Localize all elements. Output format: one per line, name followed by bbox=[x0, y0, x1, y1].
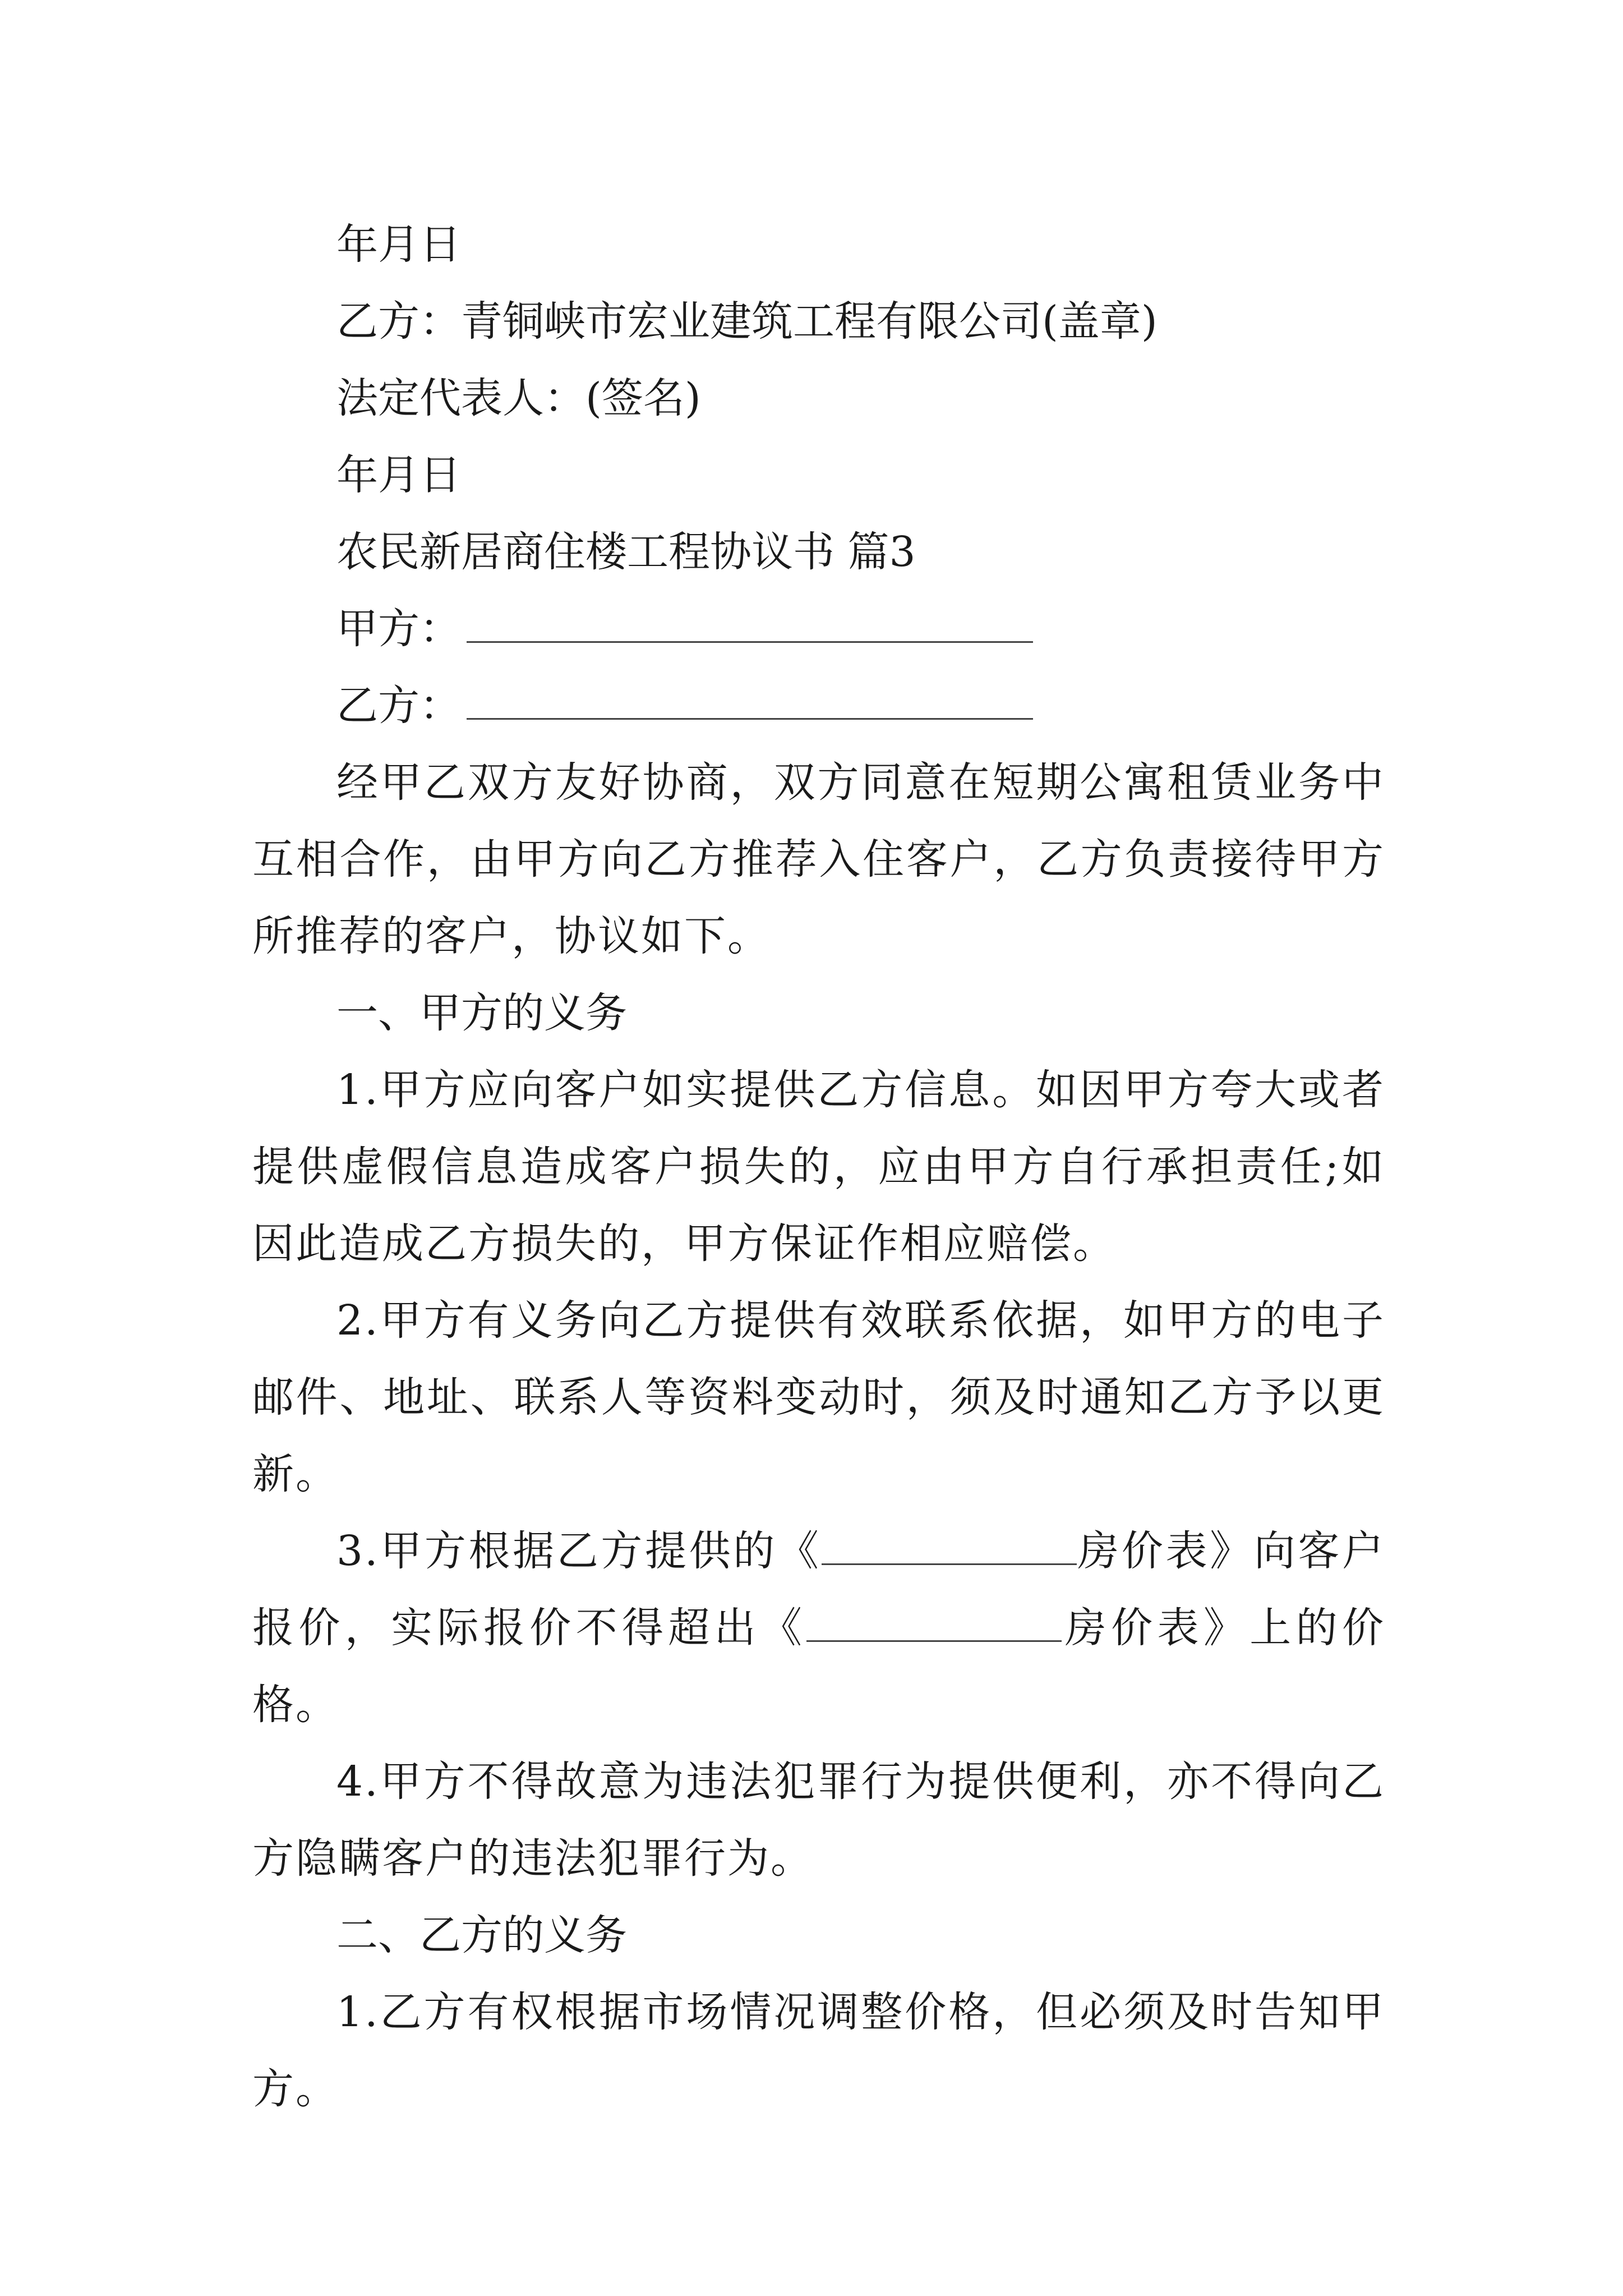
signature-date: 年月日 bbox=[336, 451, 461, 499]
clause-a3-text: 3.甲方根据乙方提供的《 bbox=[336, 1527, 822, 1575]
clause-a3 bbox=[252, 1513, 1385, 1743]
party-b-line bbox=[252, 668, 1385, 744]
legal-representative: 法定代表人：(签名) bbox=[336, 374, 701, 422]
party-b-signature: 乙方：青铜峡市宏业建筑工程有限公司(盖章) bbox=[336, 297, 1158, 346]
party-b-label: 乙方： bbox=[336, 682, 461, 730]
price-list-blank bbox=[806, 1600, 1062, 1642]
heading-party-a-duties: 一、甲方的义务 bbox=[336, 989, 627, 1037]
clause-a4: 4.甲方不得故意为违法犯罪行为提供便利，亦不得向乙方隐瞒客户的违法犯罪行为。 bbox=[252, 1757, 1385, 1883]
party-b-blank bbox=[467, 678, 1033, 720]
document-body bbox=[252, 206, 1385, 2128]
intro-paragraph: 经甲乙双方友好协商，双方同意在短期公寓租赁业务中互相合作，由甲方向乙方推荐入住客户，乙方负责接待甲方所推荐的客户，协议如下。 bbox=[252, 758, 1385, 960]
clause-a1: 1.甲方应向客户如实提供乙方信息。如因甲方夸大或者提供虚假信息造成客户损失的，应由甲方自行承担责任;如因此造成乙方损失的，甲方保证作相应赔偿。 bbox=[252, 1066, 1385, 1268]
clause-a3-text: 房价表》向客户报价，实际报价不得超出《 bbox=[252, 1527, 1386, 1652]
party-a-blank bbox=[467, 601, 1033, 643]
heading-party-b-duties: 二、乙方的义务 bbox=[336, 1911, 627, 1959]
clause-a3-text: 房价表》上的价格。 bbox=[252, 1604, 1386, 1729]
clause-a2: 2.甲方有义务向乙方提供有效联系依据，如甲方的电子邮件、地址、联系人等资料变动时，须及时通知乙方予以更新。 bbox=[252, 1296, 1385, 1498]
signature-date: 年月日 bbox=[336, 220, 461, 269]
party-a-label: 甲方： bbox=[336, 605, 461, 653]
party-a-line bbox=[252, 591, 1385, 668]
price-list-blank bbox=[822, 1523, 1077, 1565]
section-title: 农民新居商住楼工程协议书 篇3 bbox=[336, 528, 916, 576]
clause-b1: 1.乙方有权根据市场情况调整价格，但必须及时告知甲方。 bbox=[252, 1988, 1385, 2113]
